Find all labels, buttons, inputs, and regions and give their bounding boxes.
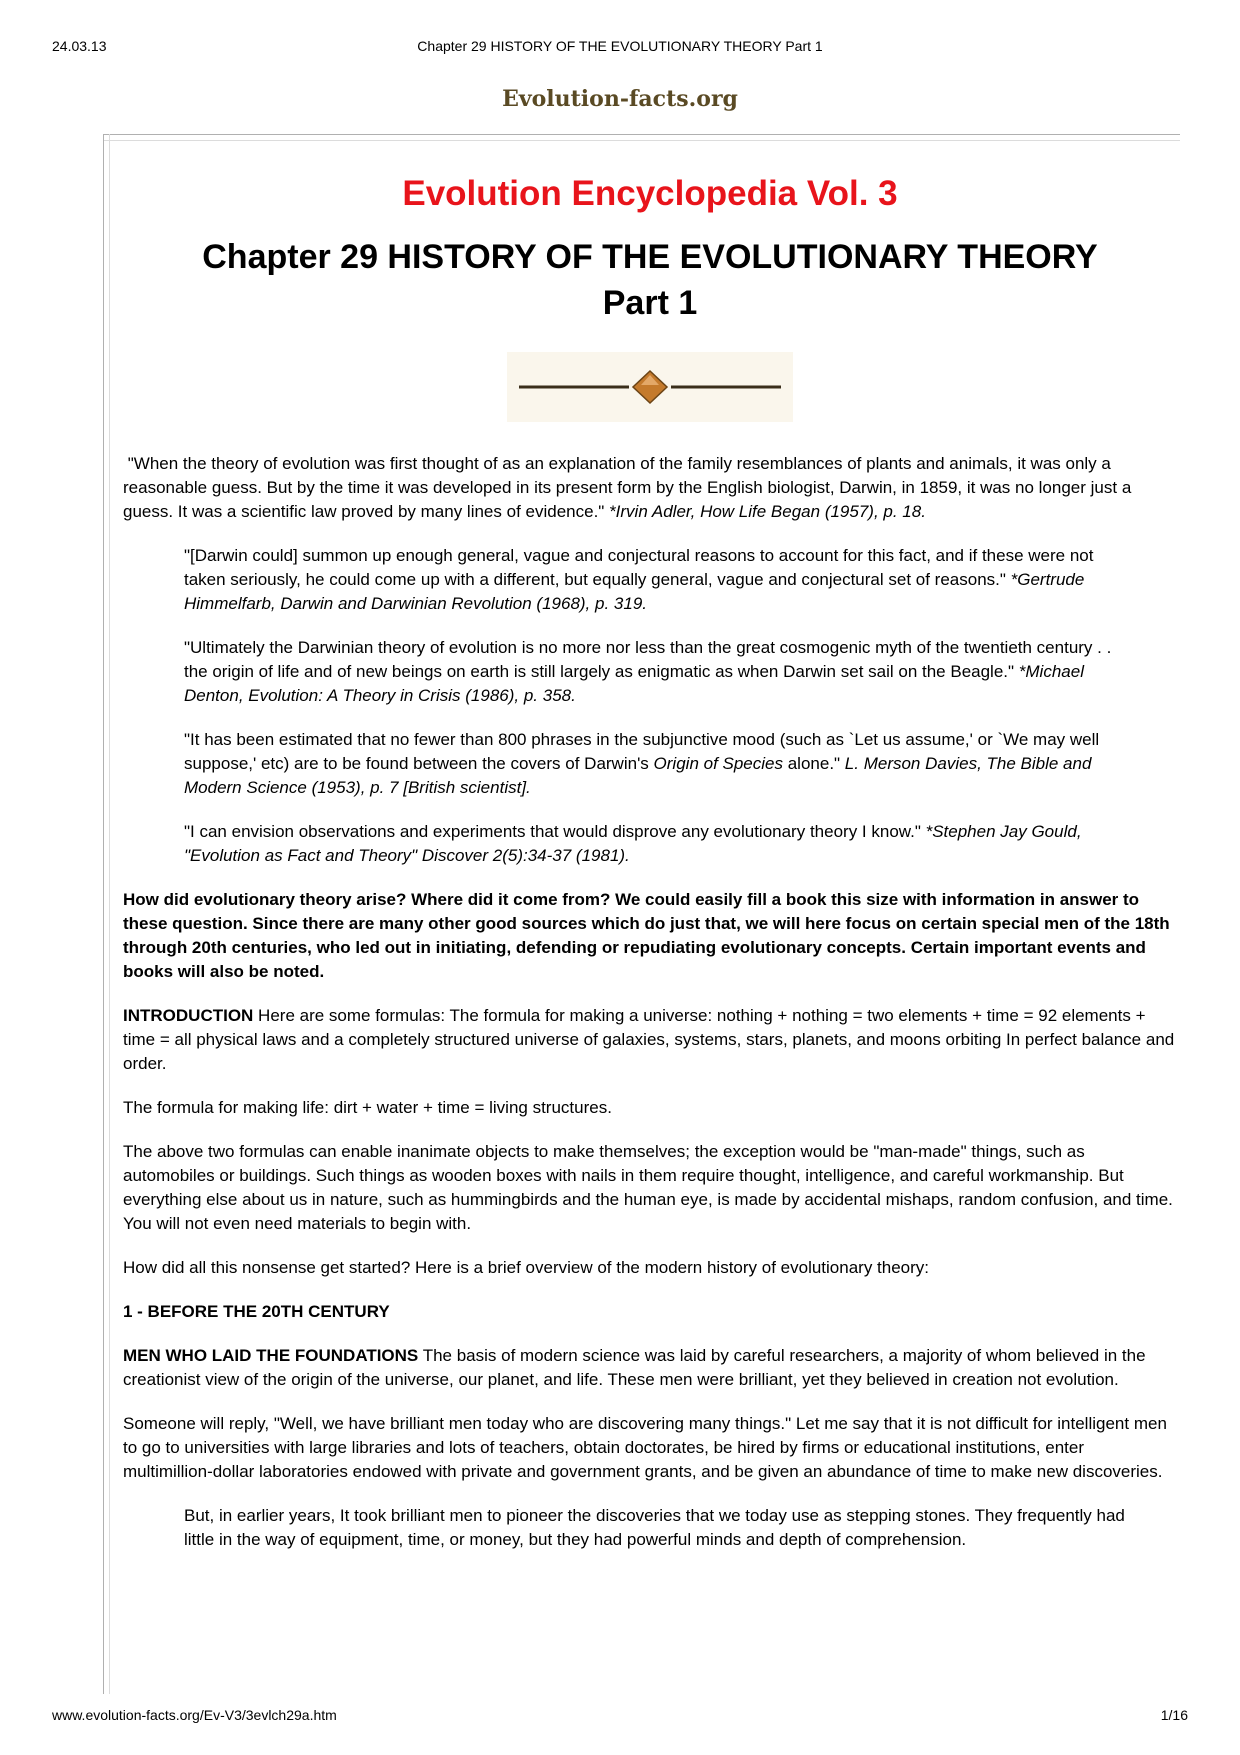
header-date: 24.03.13 <box>52 38 107 54</box>
quote-adler-citation: *Irvin Adler, How Life Began (1957), p. 18. <box>604 502 926 521</box>
earlier-years-paragraph: But, in earlier years, It took brilliant men to pioneer the discoveries that we today use as stepping stones. They frequently had little in the way of equipment, time, or money, but they had powerful minds and depth of comprehension. <box>184 1506 1125 1549</box>
encyclopedia-title: Evolution Encyclopedia Vol. 3 <box>402 174 898 213</box>
quote-himmelfarb-citation: *Gertrude Himmelfarb, Darwin and Darwinian Revolution (1968), p. 319. <box>184 570 1085 613</box>
footer-page-number: 1/16 <box>1160 1707 1188 1723</box>
quote-davies-citation: L. Merson Davies, The Bible and Modern Science (1953), p. 7 [British scientist]. <box>184 754 1092 797</box>
foundations-label: MEN WHO LAID THE FOUNDATIONS <box>123 1346 419 1365</box>
quote-davies-text: "It has been estimated that no fewer than 800 phrases in the subjunctive mood (such as `Let us assume,' or `We may well suppose,' etc) are to be found between the covers of Darwin's <box>184 730 1100 773</box>
section-heading-before-20th: 1 - BEFORE THE 20TH CENTURY <box>123 1302 390 1321</box>
introduction-label: INTRODUCTION <box>123 1006 254 1025</box>
frame-top-border <box>103 134 1180 141</box>
quote-davies-text-end: alone." <box>783 754 841 773</box>
ornament-divider <box>507 352 793 422</box>
formula-life-paragraph: The formula for making life: dirt + water + time = living structures. <box>123 1098 612 1117</box>
quote-denton-text: "Ultimately the Darwinian theory of evolution is no more nor less than the great cosmogenic myth of the twentieth century . . the origin of life and of new beings on earth is still largely as enigmatic as when Darwin set sail on the Beagle." <box>184 638 1112 681</box>
nonsense-paragraph: How did all this nonsense get started? Here is a brief overview of the modern history of evolutionary theory: <box>123 1258 930 1277</box>
reply-paragraph: Someone will reply, "Well, we have brilliant men today who are discovering many things." Let me say that it is not difficult for intelligent men to go to universities with large libraries and lots of teachers, obtain doctorates, be hired by firms or educational institutions, enter multimillion-dollar laboratories endowed with private and government grants, and be given an abundance of time to make new discoveries. <box>123 1414 1167 1481</box>
introduction-paragraph <box>123 1004 1177 1076</box>
site-name: Evolution-facts.org <box>502 86 738 112</box>
quote-davies-book-title: Origin of Species <box>653 754 783 773</box>
quote-denton <box>184 636 1127 708</box>
article-content <box>123 172 1177 1552</box>
foundations-text: The basis of modern science was laid by careful researchers, a majority of whom believed in the creationist view of the origin of the universe, our planet, and life. These men were brilliant, yet they believed in creation not evolution. <box>123 1346 1146 1389</box>
quote-adler <box>123 452 1177 524</box>
chapter-part: Part 1 <box>602 284 698 322</box>
footer-url: www.evolution-facts.org/Ev-V3/3evlch29a.htm <box>52 1707 337 1723</box>
chapter-title-line: Chapter 29 HISTORY OF THE EVOLUTIONARY THEORY <box>202 238 1098 276</box>
quote-denton-citation: *Michael Denton, Evolution: A Theory in Crisis (1986), p. 358. <box>184 662 1084 705</box>
quote-himmelfarb <box>184 544 1127 616</box>
quote-gould-citation: *Stephen Jay Gould, "Evolution as Fact and Theory" Discover 2(5):34-37 (1981). <box>184 822 1082 865</box>
intro-bold-paragraph: How did evolutionary theory arise? Where did it come from? We could easily fill a book this size with information in answer to these question. Since there are many other good sources which do just that, we will here focus on certain special men of the 18th through 20th centuries, who led out in initiating, defending or repudiating evolutionary concepts. Certain important events and books will also be noted. <box>123 890 1170 981</box>
frame-left-border <box>103 134 110 1694</box>
quote-davies <box>184 728 1127 800</box>
header-title: Chapter 29 HISTORY OF THE EVOLUTIONARY THEORY Part 1 <box>417 38 823 54</box>
chapter-title <box>123 234 1177 326</box>
introduction-text: Here are some formulas: The formula for making a universe: nothing + nothing = two elements + time = 92 elements + time = all physical laws and a completely structured universe of galaxies, systems, stars, planets, and moons orbiting In perfect balance and order. <box>123 1006 1175 1073</box>
quote-himmelfarb-text: "[Darwin could] summon up enough general, vague and conjectural reasons to account for this fact, and if these were not taken seriously, he could come up with a different, but equally general, vague and conjectural set of reasons." <box>184 546 1094 589</box>
quote-gould <box>184 820 1127 868</box>
foundations-paragraph <box>123 1344 1177 1392</box>
formulas-paragraph: The above two formulas can enable inanimate objects to make themselves; the exception would be "man-made" things, such as automobiles or buildings. Such things as wooden boxes with nails in them require thought, intelligence, and careful workmanship. But everything else about us in nature, such as hummingbirds and the human eye, is made by accidental mishaps, random confusion, and time. You will not even need materials to begin with. <box>123 1142 1173 1233</box>
quote-adler-text: "When the theory of evolution was first thought of as an explanation of the family resemblances of plants and animals, it was only a reasonable guess. But by the time it was developed in its present form by the English biologist, Darwin, in 1859, it was no longer just a guess. It was a scientific law proved by many lines of evidence." <box>123 454 1132 521</box>
quote-gould-text: "I can envision observations and experiments that would disprove any evolutionary theory I know." <box>184 822 921 841</box>
